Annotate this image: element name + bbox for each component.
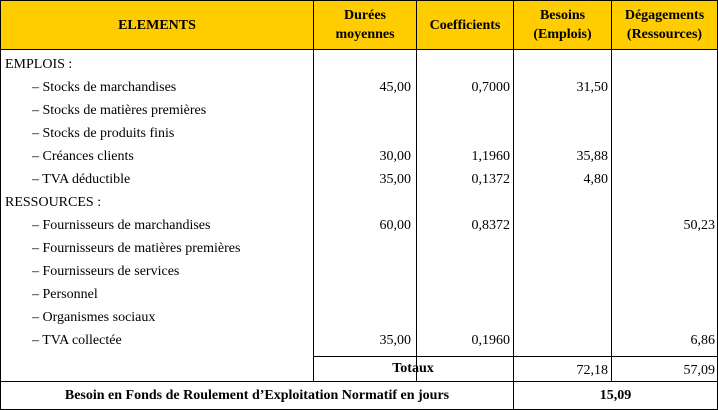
cell-besoin: 4,80 — [583, 172, 608, 187]
cell-duree: 60,00 — [379, 218, 411, 233]
header-degagements — [612, 1, 717, 49]
bfr-value: 15,09 — [599, 388, 632, 403]
section-label: EMPLOIS : — [5, 57, 73, 72]
section-row — [1, 191, 717, 214]
cell-coefficient: 0,8372 — [471, 218, 510, 233]
cell-duree: 35,00 — [379, 333, 411, 348]
cell-degagement — [612, 145, 715, 168]
cell-degagement — [612, 283, 715, 306]
cell-besoin — [514, 191, 608, 214]
cell-besoin — [514, 53, 608, 76]
cell-besoin: 31,50 — [576, 80, 608, 95]
cell-besoin — [514, 260, 608, 283]
section-label: RESSOURCES : — [5, 195, 102, 210]
header-degagements-line2: (Ressources) — [626, 27, 703, 42]
cell-duree — [314, 283, 411, 306]
table-row — [1, 283, 717, 306]
cell-coefficient: 1,1960 — [471, 149, 510, 164]
row-label: – TVA déductible — [32, 172, 131, 187]
cell-duree — [314, 99, 411, 122]
cell-coefficient: 0,1960 — [471, 333, 510, 348]
cell-besoin — [514, 99, 608, 122]
cell-degagement — [612, 191, 715, 214]
cell-duree: 35,00 — [379, 172, 411, 187]
header-coefficients — [417, 1, 513, 49]
table-row — [1, 306, 717, 329]
cell-duree: 30,00 — [379, 149, 411, 164]
row-label: – Personnel — [32, 287, 98, 302]
table-row — [1, 99, 717, 122]
cell-coefficient — [417, 53, 510, 76]
row-label: – Fournisseurs de matières premières — [32, 241, 241, 256]
cell-coefficient — [417, 306, 510, 329]
cell-degagement — [612, 237, 715, 260]
cell-coefficient — [417, 191, 510, 214]
cell-duree — [314, 260, 411, 283]
cell-coefficient — [417, 99, 510, 122]
cell-duree: 45,00 — [379, 80, 411, 95]
cell-degagement — [612, 76, 715, 99]
cell-degagement — [612, 122, 715, 145]
table-row — [1, 214, 717, 237]
cell-duree — [314, 122, 411, 145]
table-row — [1, 122, 717, 145]
cell-coefficient: 0,1372 — [471, 172, 510, 187]
row-label: – Fournisseurs de services — [32, 264, 180, 279]
table-row — [1, 260, 717, 283]
cell-degagement — [612, 306, 715, 329]
row-label: – TVA collectée — [32, 333, 122, 348]
table-row — [1, 76, 717, 99]
totaux-label: Totaux — [392, 361, 434, 376]
bfr-label: Besoin en Fonds de Roulement d’Exploitation Normatif en jours — [64, 388, 450, 403]
header-durees-line2: moyennes — [335, 27, 395, 42]
table-header — [1, 1, 717, 49]
row-label: – Organismes sociaux — [32, 310, 156, 325]
cell-degagement — [612, 99, 715, 122]
cell-besoin — [514, 329, 608, 352]
row-label: – Créances clients — [32, 149, 134, 164]
table-row — [1, 168, 717, 191]
header-durees — [314, 1, 416, 49]
cell-besoin — [514, 306, 608, 329]
header-coefficients-label: Coefficients — [429, 17, 501, 33]
header-degagements-line1: Dégagements — [624, 8, 705, 23]
row-label: – Stocks de matières premières — [32, 103, 207, 118]
cell-coefficient — [417, 283, 510, 306]
header-elements-label: ELEMENTS — [118, 17, 196, 33]
cell-coefficient: 0,7000 — [471, 80, 510, 95]
cell-duree — [314, 306, 411, 329]
cell-besoin — [514, 283, 608, 306]
cell-coefficient — [417, 260, 510, 283]
cell-besoin — [514, 122, 608, 145]
header-durees-line1: Durées — [344, 8, 386, 23]
cell-degagement — [612, 260, 715, 283]
row-label: – Fournisseurs de marchandises — [32, 218, 211, 233]
cell-degagement: 50,23 — [683, 218, 715, 233]
header-besoins-line2: (Emplois) — [533, 27, 592, 42]
cell-coefficient — [417, 122, 510, 145]
table-row — [1, 329, 717, 352]
cell-besoin — [514, 214, 608, 237]
cell-duree — [314, 53, 411, 76]
row-label: – Stocks de produits finis — [32, 126, 175, 141]
table-row — [1, 237, 717, 260]
table-row — [1, 145, 717, 168]
cell-besoin — [514, 237, 608, 260]
header-besoins — [514, 1, 611, 49]
cell-degagement: 6,86 — [690, 333, 715, 348]
header-elements — [1, 1, 313, 49]
cell-duree — [314, 191, 411, 214]
cell-duree — [314, 237, 411, 260]
cell-besoin: 35,88 — [576, 149, 608, 164]
totaux-degagements: 57,09 — [683, 363, 715, 378]
cell-degagement — [612, 53, 715, 76]
row-label: – Stocks de marchandises — [32, 80, 177, 95]
cell-coefficient — [417, 237, 510, 260]
totaux-besoins: 72,18 — [576, 363, 608, 378]
cell-degagement — [612, 168, 715, 191]
section-row — [1, 53, 717, 76]
header-besoins-line1: Besoins — [539, 8, 586, 23]
header-divider — [1, 49, 717, 50]
